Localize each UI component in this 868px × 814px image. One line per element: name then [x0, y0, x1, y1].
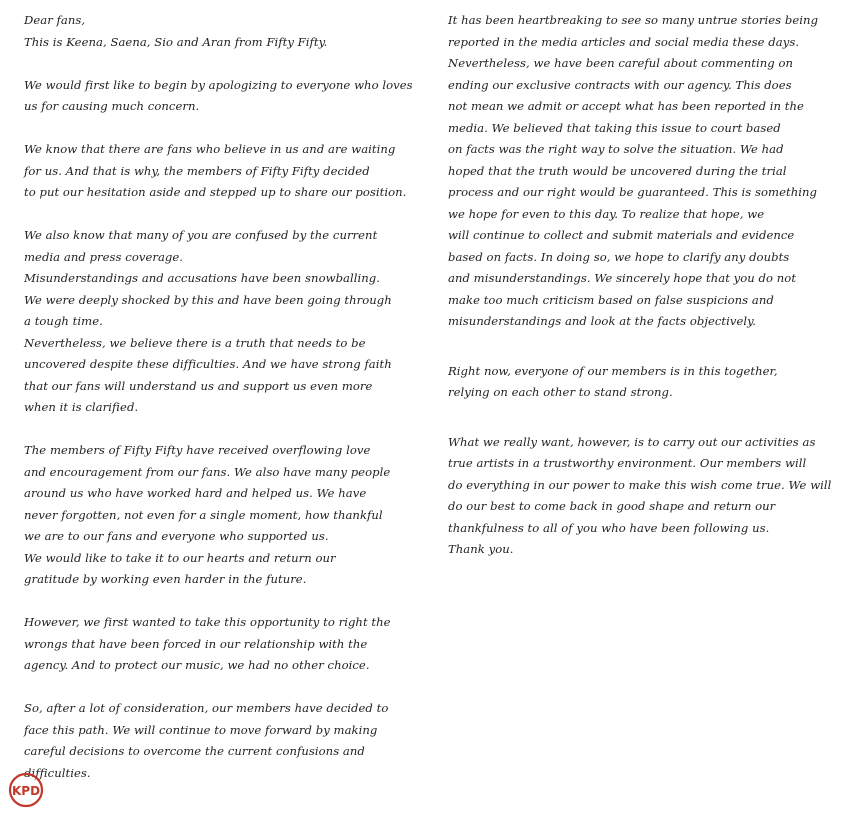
letter-line: Right now, everyone of our members is in this together, — [448, 363, 778, 378]
letter-left-column — [24, 10, 424, 784]
letter-line: hoped that the truth would be uncovered during the trial — [448, 163, 787, 178]
letter-paragraph — [24, 225, 424, 419]
paragraph-gap — [448, 404, 848, 432]
letter-paragraph — [24, 440, 424, 591]
kpd-watermark-logo — [8, 772, 44, 808]
letter-line: wrongs that have been forced in our relationship with the — [24, 636, 368, 651]
letter-paragraph — [448, 10, 848, 333]
letter-line: agency. And to protect our music, we had no other choice. — [24, 658, 370, 672]
letter-line: process and our right would be guaranteed. This is something — [448, 185, 817, 199]
letter-line: and encouragement from our fans. We also have many people — [24, 464, 391, 479]
letter-paragraph — [448, 361, 848, 404]
letter-line: do our best to come back in good shape and return our — [448, 499, 776, 513]
letter-line: We also know that many of you are confused by the current — [24, 228, 378, 242]
letter-line: on facts was the right way to solve the situation. We had — [448, 142, 784, 156]
letter-line: relying on each other to stand strong. — [448, 385, 673, 399]
letter-line: when it is clarified. — [24, 400, 139, 414]
letter-paragraph — [24, 75, 424, 118]
letter-line: So, after a lot of consideration, our members have decided to — [24, 701, 389, 715]
letter-paragraph — [24, 10, 424, 53]
letter-line: we are to our fans and everyone who supported us. — [24, 529, 329, 543]
paragraph-gap — [24, 204, 424, 226]
letter-line: We would first like to begin by apologizing to everyone who loves — [24, 77, 413, 92]
letter-paragraph — [24, 698, 424, 784]
letter-line: face this path. We will continue to move forward by making — [24, 722, 378, 737]
letter-line: uncovered despite these difficulties. And we have strong faith — [24, 357, 392, 371]
letter-line: However, we first wanted to take this opportunity to right the — [24, 615, 391, 629]
paragraph-gap — [24, 677, 424, 699]
letter-line: Dear fans, — [24, 13, 86, 27]
letter-line: misunderstandings and look at the facts objectively. — [448, 314, 756, 328]
letter-line: gratitude by working even harder in the future. — [24, 572, 307, 586]
letter-right-column — [448, 10, 848, 561]
letter-line: The members of Fifty Fifty have received overflowing love — [24, 443, 371, 457]
letter-line: to put our hesitation aside and stepped up to share our position. — [24, 185, 407, 199]
letter-line: This is Keena, Saena, Sio and Aran from Fifty Fifty. — [24, 34, 328, 49]
letter-line: ending our exclusive contracts with our agency. This does — [448, 77, 792, 92]
letter-line: true artists in a trustworthy environment. Our members will — [448, 456, 807, 470]
paragraph-gap — [24, 591, 424, 613]
letter-paragraph — [24, 139, 424, 204]
letter-line: Nevertheless, we have been careful about commenting on — [448, 56, 793, 70]
letter-line: and misunderstandings. We sincerely hope that you do not — [448, 271, 797, 285]
letter-line: We were deeply shocked by this and have been going through — [24, 292, 392, 307]
letter-line: It has been heartbreaking to see so many untrue stories being — [448, 13, 819, 27]
letter-line: Thank you. — [448, 542, 514, 556]
letter-line: Misunderstandings and accusations have been snowballing. — [24, 271, 381, 285]
letter-line: Nevertheless, we believe there is a truth that needs to be — [24, 335, 366, 350]
letter-line: that our fans will understand us and support us even more — [24, 378, 373, 393]
paragraph-gap — [24, 419, 424, 441]
letter-paragraph — [24, 612, 424, 677]
letter-line: not mean we admit or accept what has been reported in the — [448, 99, 804, 113]
letter-line: for us. And that is why, the members of Fifty Fifty decided — [24, 163, 370, 178]
letter-paragraph — [448, 432, 848, 561]
letter-line: a tough time. — [24, 314, 103, 328]
paragraph-gap — [24, 118, 424, 140]
letter-line: difficulties. — [24, 765, 91, 780]
letter-line: we hope for even to this day. To realize that hope, we — [448, 206, 765, 221]
letter-line: We would like to take it to our hearts and return our — [24, 550, 336, 565]
letter-line: careful decisions to overcome the current confusions and — [24, 744, 365, 758]
letter-line: media. We believed that taking this issue to court based — [448, 120, 781, 135]
letter-line: based on facts. In doing so, we hope to clarify any doubts — [448, 249, 790, 264]
letter-line: reported in the media articles and social media these days. — [448, 34, 800, 49]
letter-line: will continue to collect and submit materials and evidence — [448, 228, 795, 242]
letter-line: us for causing much concern. — [24, 99, 200, 113]
watermark-text: KPD — [11, 784, 41, 798]
letter-line: never forgotten, not even for a single moment, how thankful — [24, 507, 383, 522]
paragraph-gap — [448, 333, 848, 361]
letter-line: thankfulness to all of you who have been following us. — [448, 520, 770, 535]
paragraph-gap — [24, 53, 424, 75]
letter-line: make too much criticism based on false suspicions and — [448, 292, 774, 307]
letter-line: around us who have worked hard and helped us. We have — [24, 486, 367, 500]
letter-line: do everything in our power to make this wish come true. We will — [448, 477, 832, 492]
letter-line: We know that there are fans who believe in us and are waiting — [24, 142, 396, 156]
letter-line: What we really want, however, is to carry out our activities as — [448, 434, 816, 449]
letter-line: media and press coverage. — [24, 249, 184, 264]
